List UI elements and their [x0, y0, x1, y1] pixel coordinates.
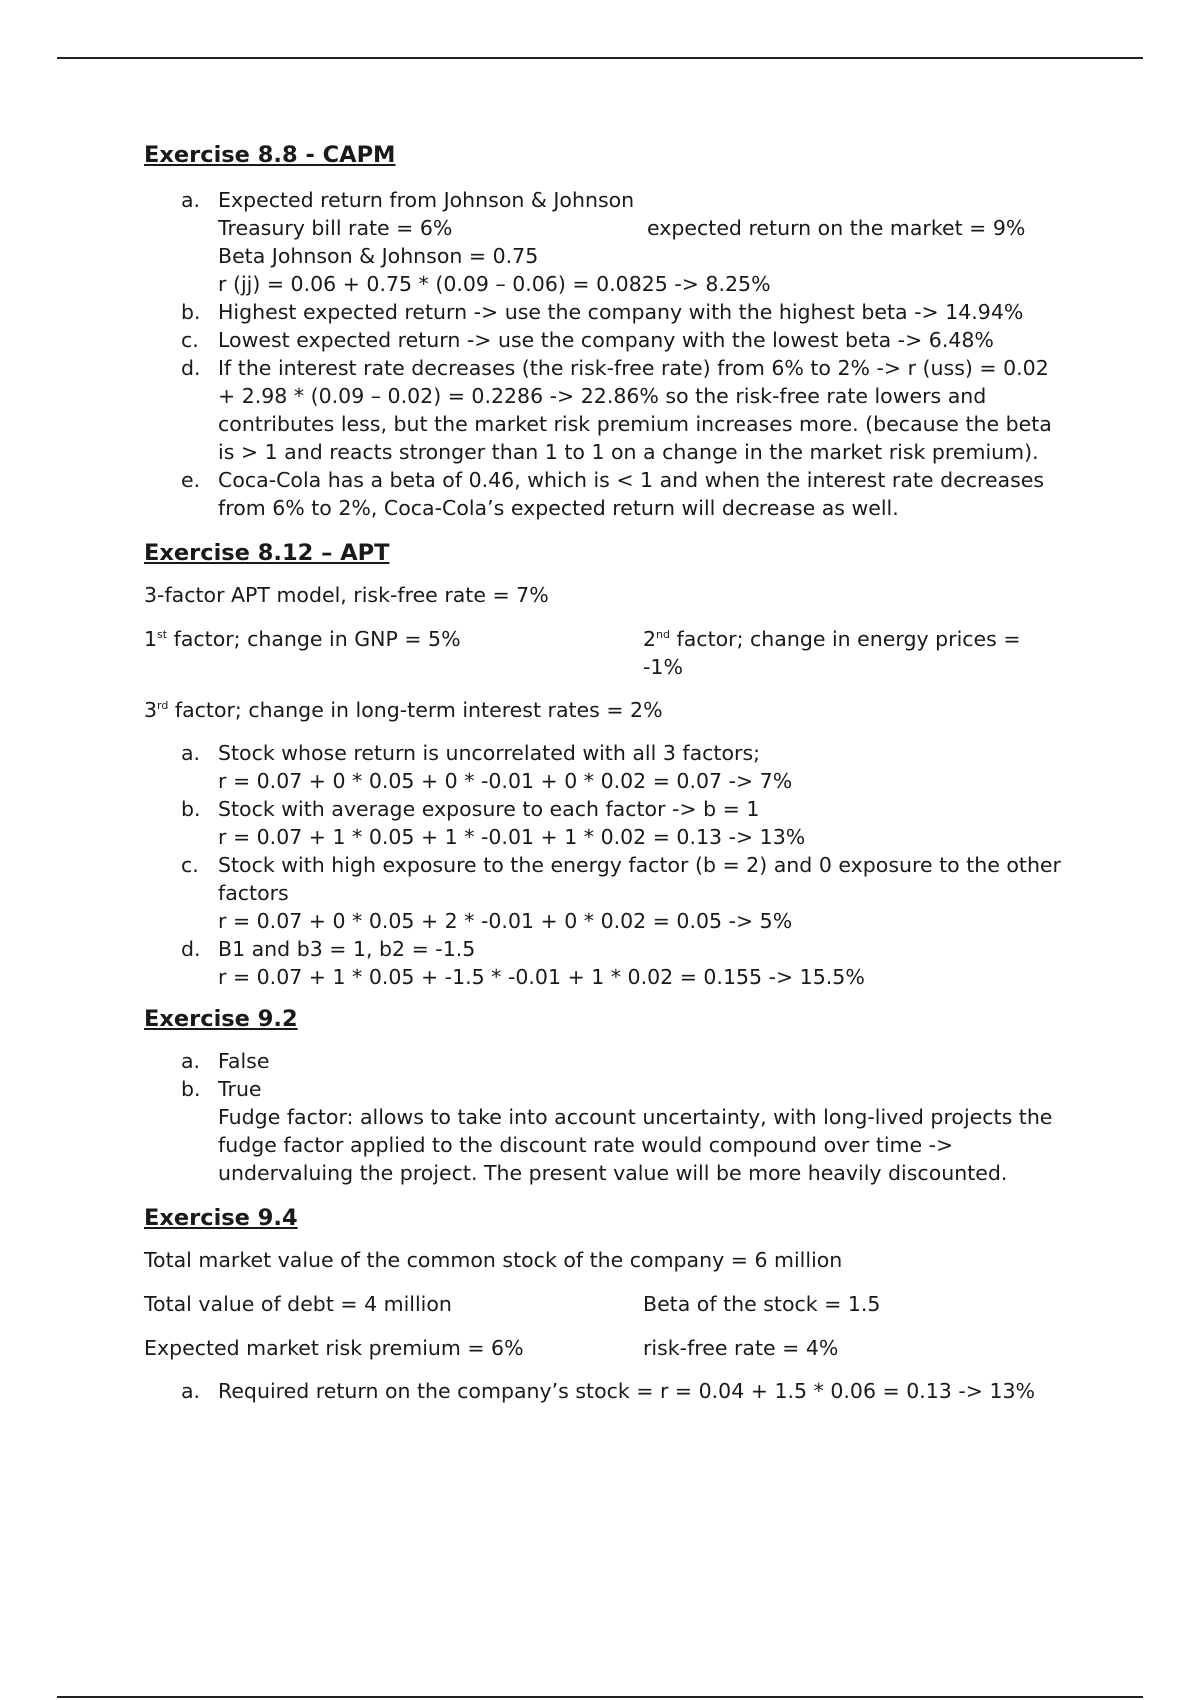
- premium-rf-row: [144, 1334, 1064, 1362]
- list-item: [144, 326, 1064, 354]
- list-item: [144, 1377, 1064, 1405]
- list-item: [144, 1047, 1064, 1075]
- list-item: [144, 851, 1064, 935]
- list-item-text: B1 and b3 = 1, b2 = -1.5: [218, 937, 476, 961]
- exercise-9-2-heading: Exercise 9.2: [144, 1006, 298, 1032]
- list-item: [144, 466, 1064, 522]
- footer-rule: [57, 1696, 1143, 1698]
- list-item-text: Stock with average exposure to each factor -> b = 1: [218, 797, 760, 821]
- list-item: [144, 354, 1064, 466]
- list-marker: d.: [181, 356, 201, 380]
- calculation: r = 0.07 + 0 * 0.05 + 0 * -0.01 + 0 * 0.02 = 0.07 -> 7%: [218, 769, 793, 793]
- calculation: r = 0.07 + 0 * 0.05 + 2 * -0.01 + 0 * 0.02 = 0.05 -> 5%: [218, 909, 793, 933]
- exercise-8-8-list: [144, 186, 1064, 522]
- factor-row: [144, 625, 1064, 681]
- exercise-9-4-heading: Exercise 9.4: [144, 1205, 298, 1231]
- list-marker: e.: [181, 468, 201, 492]
- list-item: [144, 739, 1064, 795]
- list-marker: c.: [181, 853, 199, 877]
- market-return: expected return on the market = 9%: [647, 216, 1026, 240]
- factor-1: 1st factor; change in GNP = 5%: [144, 627, 461, 651]
- list-item-text: Stock whose return is uncorrelated with all 3 factors;: [218, 741, 761, 765]
- stock-beta: Beta of the stock = 1.5: [643, 1292, 881, 1316]
- list-item-text: Expected return from Johnson & Johnson: [218, 188, 635, 212]
- list-marker: b.: [181, 300, 201, 324]
- debt-value: Total value of debt = 4 million: [144, 1292, 452, 1316]
- list-item-text: Coca-Cola has a beta of 0.46, which is < 1 and when the interest rate decreases from 6% to 2%, Coca-Cola’s expected return will decrease as well.: [218, 468, 1045, 520]
- apt-intro: 3-factor APT model, risk-free rate = 7%: [144, 583, 549, 607]
- exercise-9-2-list: [144, 1047, 1064, 1187]
- list-marker: d.: [181, 937, 201, 961]
- exercise-8-12-list: [144, 739, 1064, 991]
- risk-free-rate: risk-free rate = 4%: [643, 1336, 839, 1360]
- list-item: [144, 298, 1064, 326]
- list-marker: a.: [181, 1049, 201, 1073]
- list-item: [144, 1075, 1064, 1187]
- calculation: r = 0.07 + 1 * 0.05 + -1.5 * -0.01 + 1 * 0.02 = 0.155 -> 15.5%: [218, 965, 865, 989]
- list-item-text: Required return on the company’s stock = r = 0.04 + 1.5 * 0.06 = 0.13 -> 13%: [218, 1379, 1036, 1403]
- list-item-text: Lowest expected return -> use the company with the lowest beta -> 6.48%: [218, 328, 994, 352]
- list-marker: a.: [181, 741, 201, 765]
- header-rule: [57, 57, 1143, 59]
- list-marker: c.: [181, 328, 199, 352]
- debt-beta-row: [144, 1290, 1064, 1318]
- list-item: [144, 795, 1064, 851]
- list-item-text: True: [218, 1077, 262, 1101]
- list-item-text: Stock with high exposure to the energy factor (b = 2) and 0 exposure to the other factors: [218, 853, 1061, 905]
- list-marker: b.: [181, 797, 201, 821]
- list-item: [144, 186, 1064, 298]
- calculation: r (jj) = 0.06 + 0.75 * (0.09 – 0.06) = 0.0825 -> 8.25%: [218, 272, 771, 296]
- list-item: [144, 935, 1064, 991]
- list-item-text: Highest expected return -> use the company with the highest beta -> 14.94%: [218, 300, 1024, 324]
- fudge-factor-note: Fudge factor: allows to take into account uncertainty, with long-lived projects the fudge factor applied to the discount rate would compound over time -> undervaluing the project. The present value will be more heavily discounted.: [218, 1105, 1053, 1185]
- list-marker: a.: [181, 1379, 201, 1403]
- exercise-8-12-heading: Exercise 8.12 – APT: [144, 540, 390, 566]
- list-item-text: False: [218, 1049, 270, 1073]
- document-body: [144, 140, 1064, 1405]
- exercise-9-4-list: [144, 1377, 1064, 1405]
- stock-market-value: Total market value of the common stock of the company = 6 million: [144, 1248, 843, 1272]
- factor-3: 3rd factor; change in long-term interest rates = 2%: [144, 698, 663, 722]
- factor-2: 2nd factor; change in energy prices = -1%: [643, 627, 1021, 679]
- treasury-bill-rate: Treasury bill rate = 6%: [218, 216, 453, 240]
- list-marker: a.: [181, 188, 201, 212]
- beta-value: Beta Johnson & Johnson = 0.75: [218, 244, 539, 268]
- calculation: r = 0.07 + 1 * 0.05 + 1 * -0.01 + 1 * 0.02 = 0.13 -> 13%: [218, 825, 806, 849]
- exercise-8-8-heading: Exercise 8.8 - CAPM: [144, 142, 396, 168]
- list-item-text: If the interest rate decreases (the risk-free rate) from 6% to 2% -> r (uss) = 0.02 + 2.98 * (0.09 – 0.02) = 0.2286 -> 22.86% so the risk-free rate lowers and contributes less, but the market risk premium increases more. (because the beta is > 1 and reacts stronger than 1 to 1 on a change in the market risk premium).: [218, 356, 1052, 464]
- list-marker: b.: [181, 1077, 201, 1101]
- market-risk-premium: Expected market risk premium = 6%: [144, 1336, 524, 1360]
